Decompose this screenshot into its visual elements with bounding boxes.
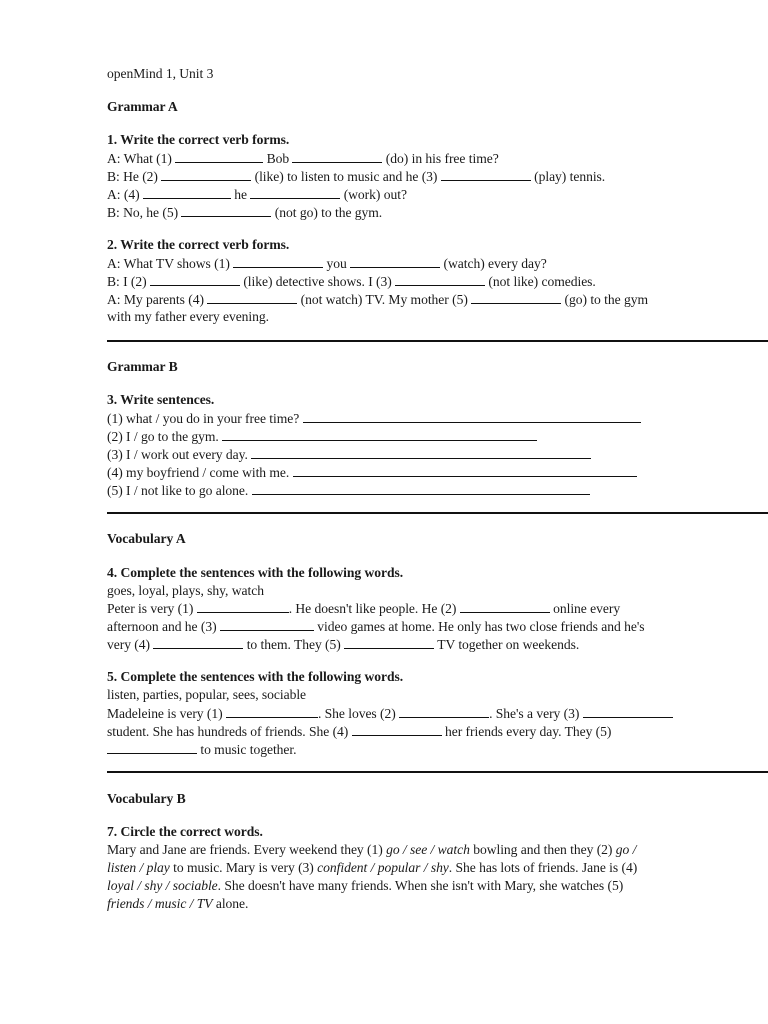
section-divider [107,771,768,773]
exercise-7-line-1: Mary and Jane are friends. Every weekend they (1) go / see / watch bowling and then they (2) go / [107,842,637,857]
answer-blank[interactable] [153,635,243,649]
answer-blank[interactable] [175,149,263,163]
answer-blank[interactable] [344,635,434,649]
section-title-grammar-b: Grammar B [107,359,178,374]
answer-blank[interactable] [292,149,382,163]
exercise-3-item-2: (2) I / go to the gym. [107,427,537,445]
exercise-4-line-1: Peter is very (1) . He doesn't like people. He (2) online every [107,601,621,616]
exercise-2-line-1: A: What TV shows (1) you (watch) every day? [107,256,547,271]
answer-blank[interactable] [471,290,561,304]
exercise-5-line-2: student. She has hundreds of friends. She (4) her friends every day. They (5) [107,724,612,739]
exercise-1-heading: 1. Write the correct verb forms. [107,132,290,147]
exercise-4-word-bank: goes, loyal, plays, shy, watch [107,583,264,598]
section-divider [107,512,768,514]
answer-line[interactable] [252,481,590,495]
answer-line[interactable] [222,427,537,441]
answer-blank[interactable] [250,185,340,199]
section-divider [107,340,768,342]
exercise-2-heading: 2. Write the correct verb forms. [107,237,290,252]
worksheet-header: openMind 1, Unit 3 [107,66,214,81]
answer-line[interactable] [251,445,591,459]
exercise-3-heading: 3. Write sentences. [107,392,215,407]
answer-line[interactable] [303,409,641,423]
exercise-2-line-3: A: My parents (4) (not watch) TV. My mother (5) (go) to the gym [107,292,648,307]
answer-blank[interactable] [226,704,318,718]
exercise-2-line-2: B: I (2) (like) detective shows. I (3) (not like) comedies. [107,274,596,289]
answer-blank[interactable] [197,599,289,613]
exercise-5-heading: 5. Complete the sentences with the following words. [107,669,404,684]
exercise-5-line-3: to music together. [107,740,296,758]
exercise-7-heading: 7. Circle the correct words. [107,824,263,839]
answer-blank[interactable] [207,290,297,304]
answer-blank[interactable] [350,254,440,268]
exercise-1-line-3: A: (4) he (work) out? [107,187,407,202]
answer-blank[interactable] [395,272,485,286]
section-title-vocabulary-b: Vocabulary B [107,791,186,806]
answer-blank[interactable] [107,740,197,754]
answer-blank[interactable] [220,617,314,631]
choice-options[interactable]: confident / popular / shy [317,860,449,875]
answer-blank[interactable] [352,722,442,736]
answer-blank[interactable] [143,185,231,199]
exercise-2-line-4: with my father every evening. [107,309,269,324]
choice-options[interactable]: go / [615,842,637,857]
choice-options[interactable]: friends / music / TV [107,896,213,911]
exercise-4-heading: 4. Complete the sentences with the following words. [107,565,404,580]
exercise-3-item-5: (5) I / not like to go alone. [107,481,590,499]
answer-blank[interactable] [441,167,531,181]
section-title-grammar-a: Grammar A [107,99,178,114]
exercise-5-word-bank: listen, parties, popular, sees, sociable [107,687,307,702]
answer-blank[interactable] [233,254,323,268]
exercise-3-item-3: (3) I / work out every day. [107,445,591,463]
choice-options[interactable]: loyal / shy / sociable [107,878,218,893]
exercise-4-line-2: afternoon and he (3) video games at home. He only has two close friends and he's [107,619,645,634]
exercise-1-line-4: B: No, he (5) (not go) to the gym. [107,205,383,220]
section-title-vocabulary-a: Vocabulary A [107,531,186,546]
choice-options[interactable]: go / see / watch [386,842,470,857]
answer-blank[interactable] [583,704,673,718]
answer-blank[interactable] [399,704,489,718]
exercise-4-line-3: very (4) to them. They (5) TV together on weekends. [107,637,580,652]
exercise-3-item-4: (4) my boyfriend / come with me. [107,463,637,481]
answer-line[interactable] [293,463,637,477]
exercise-1-line-2: B: He (2) (like) to listen to music and he (3) (play) tennis. [107,169,606,184]
choice-options[interactable]: listen / play [107,860,170,875]
exercise-3-item-1: (1) what / you do in your free time? [107,409,641,427]
exercise-7-line-3: loyal / shy / sociable. She doesn't have many friends. When she isn't with Mary, she watches (5) [107,878,624,893]
answer-blank[interactable] [460,599,550,613]
answer-blank[interactable] [181,203,271,217]
exercise-5-line-1: Madeleine is very (1) . She loves (2) . She's a very (3) [107,704,673,722]
exercise-7-line-4: friends / music / TV alone. [107,896,249,911]
answer-blank[interactable] [161,167,251,181]
exercise-1-line-1: A: What (1) Bob (do) in his free time? [107,151,499,166]
exercise-7-line-2: listen / play to music. Mary is very (3) confident / popular / shy. She has lots of friends. Jane is (4) [107,860,638,875]
answer-blank[interactable] [150,272,240,286]
